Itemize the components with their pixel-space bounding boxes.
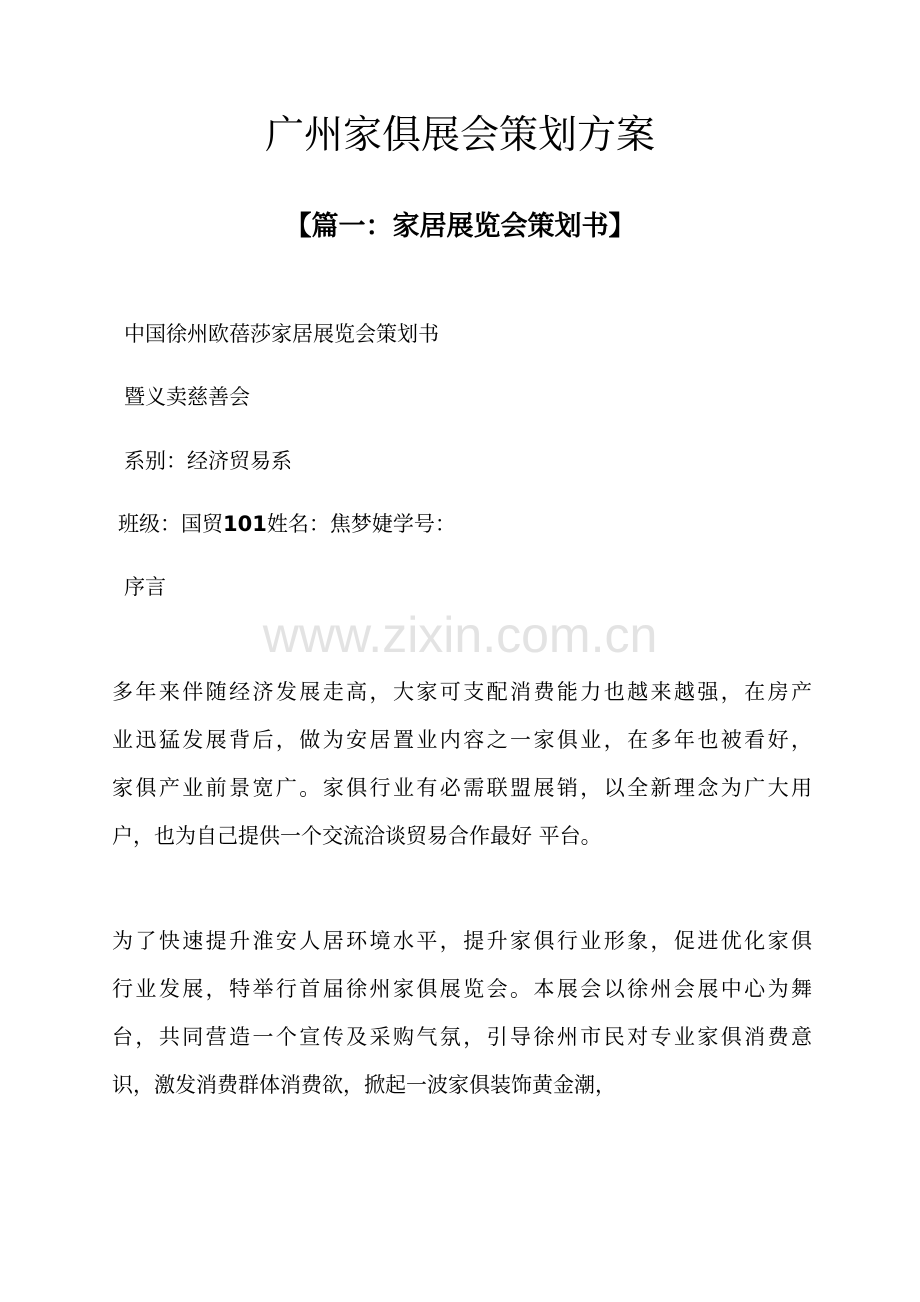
watermark: www.zixin.com.cn bbox=[262, 607, 658, 663]
paragraph-line: 业迅猛发展背后，做为安居置业内容之一家俱业，在多年也被看好， bbox=[112, 728, 812, 752]
paragraph-line: 识，激发消费群体消费欲，掀起一波家俱装饰黄金潮， bbox=[112, 1073, 616, 1097]
info-line-preface: 序言 bbox=[124, 575, 166, 599]
paragraph-line: 行业发展，特举行首届徐州家俱展览会。本展会以徐州会展中心为舞 bbox=[112, 977, 812, 1001]
name-label: 姓名：焦梦婕学号： bbox=[266, 512, 456, 536]
class-label: 班级：国贸 bbox=[118, 512, 223, 536]
info-line-title: 中国徐州欧蓓莎家居展览会策划书 bbox=[124, 322, 439, 346]
class-number: 101 bbox=[223, 512, 267, 536]
info-line-class bbox=[118, 508, 456, 540]
paragraph-2 bbox=[112, 917, 812, 1109]
paragraph-line: 台，共同营造一个宣传及采购气氛，引导徐州市民对专业家俱消费意 bbox=[112, 1025, 812, 1049]
document-title: 广州家俱展会策划方案 bbox=[264, 113, 655, 158]
info-line-charity: 暨义卖慈善会 bbox=[124, 385, 250, 409]
paragraph-line: 户，也为自己提供一个交流洽谈贸易合作最好 平台。 bbox=[112, 824, 602, 848]
document-subtitle: 【篇一：家居展览会策划书】 bbox=[284, 211, 636, 242]
info-line-department: 系别：经济贸易系 bbox=[124, 449, 292, 473]
paragraph-line: 为了快速提升淮安人居环境水平，提升家俱行业形象，促进优化家俱 bbox=[112, 929, 812, 953]
paragraph-1 bbox=[112, 668, 812, 860]
paragraph-line: 多年来伴随经济发展走高，大家可支配消费能力也越来越强，在房产 bbox=[112, 680, 812, 704]
paragraph-line: 家俱产业前景宽广。家俱行业有必需联盟展销，以全新理念为广大用 bbox=[112, 776, 812, 800]
